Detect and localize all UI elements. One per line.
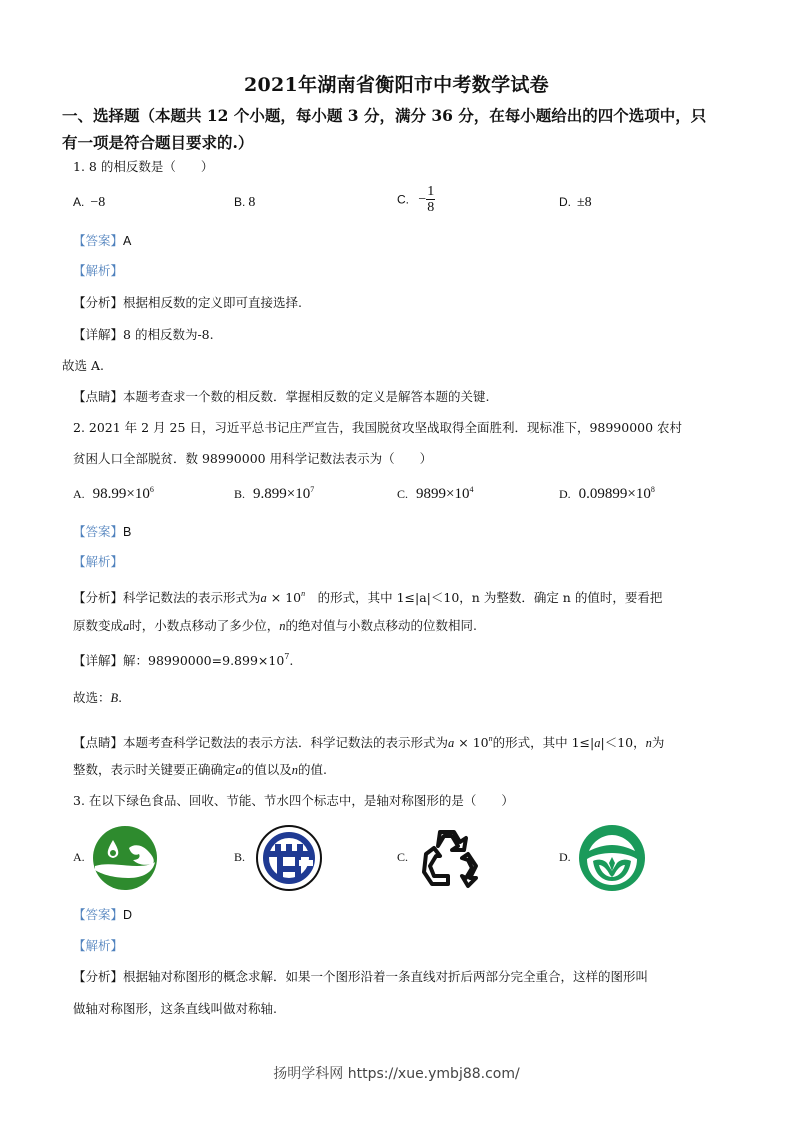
q1-fenxi: 【分析】根据相反数的定义即可直接选择. xyxy=(73,295,302,310)
q1-dianjing: 【点睛】本题考查求一个数的相反数．掌握相反数的定义是解答本题的关键. xyxy=(73,389,490,404)
q1-option-c xyxy=(397,184,435,215)
water-saving-logo-icon xyxy=(93,826,157,890)
recycle-logo-icon xyxy=(418,826,484,890)
q2-option-d: D. $0.09899\times 10^8$ xyxy=(559,485,655,502)
q3-stem: 3. 在以下绿色食品、回收、节能、节水四个标志中，是轴对称图形的是（ ） xyxy=(73,793,514,808)
q1-conclusion: 故选 A. xyxy=(62,358,104,373)
q3-fenxi-line1: 【分析】根据轴对称图形的概念求解．如果一个图形沿着一条直线对折后两部分完全重合，这样的图形叫 xyxy=(73,969,649,984)
fraction: $\frac{1}{8}$ xyxy=(427,184,435,215)
q2-xiangjie: 【详解】解：$98990000=9.899\times 10^7$. xyxy=(73,652,294,668)
option-value: 8 xyxy=(248,195,256,210)
q2-dianjing-line1: 【点睛】本题考查科学记数法的表示方法．科学记数法的表示形式为$a \times 10^n$的形式，其中 1≤|a|＜10，n为 xyxy=(73,734,665,750)
q1-stem: 1. 8 的相反数是（ ） xyxy=(73,159,214,174)
q3-option-b-label: B. xyxy=(234,850,246,864)
option-letter: D. xyxy=(559,195,571,209)
q2-option-c: C. $9899\times 10^4$ xyxy=(397,485,474,502)
q3-option-d-label: D. xyxy=(559,850,571,864)
q1-answer xyxy=(73,232,131,250)
q2-conclusion: 故选：B. xyxy=(73,690,123,705)
section-heading-line2: 有一项是符合题目要求的.） xyxy=(62,133,254,152)
q2-fenxi-line2: 原数变成a时，小数点移动了多少位，n的绝对值与小数点移动的位数相同. xyxy=(73,618,478,633)
page-title: 2021年湖南省衡阳市中考数学试卷 xyxy=(244,74,549,96)
q2-option-b: B. $9.899\times 10^7$ xyxy=(234,485,315,502)
q1-option-d xyxy=(559,195,592,211)
option-letter: B. xyxy=(234,195,246,209)
q3-fenxi-line2: 做轴对称图形，这条直线叫做对称轴. xyxy=(73,1001,277,1016)
q2-stem-line1: 2. 2021 年 2 月 25 日，习近平总书记庄严宣告，我国脱贫攻坚战取得全面胜利．现标准下，98990000 农村 xyxy=(73,420,683,435)
q1-analysis-label: 【解析】 xyxy=(73,263,124,278)
q1-option-b xyxy=(234,195,255,211)
option-letter: C. xyxy=(397,192,409,207)
answer-label: 【答案】 xyxy=(73,233,124,248)
q3-option-a-label: A. xyxy=(73,850,85,864)
option-value: ±8 xyxy=(577,195,592,210)
energy-saving-logo-icon xyxy=(255,824,323,892)
section-heading-line1: 一、选择题（本题共 12 个小题，每小题 3 分，满分 36 分，在每小题给出的四个选项中，只 xyxy=(62,106,707,125)
answer-value: A xyxy=(123,234,132,248)
q2-fenxi-line1: 【分析】科学记数法的表示形式为$a \times 10^n$ 的形式，其中 1≤|a|＜10，n 为整数．确定 n 的值时，要看把 xyxy=(73,589,663,605)
option-value: −8 xyxy=(90,195,106,210)
green-food-logo-icon xyxy=(579,825,645,891)
option-letter: A. xyxy=(73,195,85,209)
footer-watermark: 扬明学科网 https://xue.ymbj88.com/ xyxy=(273,1066,520,1082)
q2-stem-line2: 贫困人口全部脱贫．数 98990000 用科学记数法表示为（ ） xyxy=(73,451,433,466)
q2-option-a: A. $98.99\times 10^6$ xyxy=(73,485,154,502)
q2-analysis-label: 【解析】 xyxy=(73,554,124,569)
q2-answer: 【答案】B xyxy=(73,524,132,539)
q3-option-c-label: C. xyxy=(397,850,409,864)
q1-xiangjie: 【详解】8 的相反数为-8. xyxy=(73,327,214,342)
q3-analysis-label: 【解析】 xyxy=(73,938,124,953)
option-sign: − xyxy=(418,191,427,207)
q1-option-a xyxy=(73,195,105,211)
q2-dianjing-line2: 整数，表示时关键要正确确定a的值以及n的值. xyxy=(73,762,328,777)
q3-answer: 【答案】D xyxy=(73,907,133,922)
